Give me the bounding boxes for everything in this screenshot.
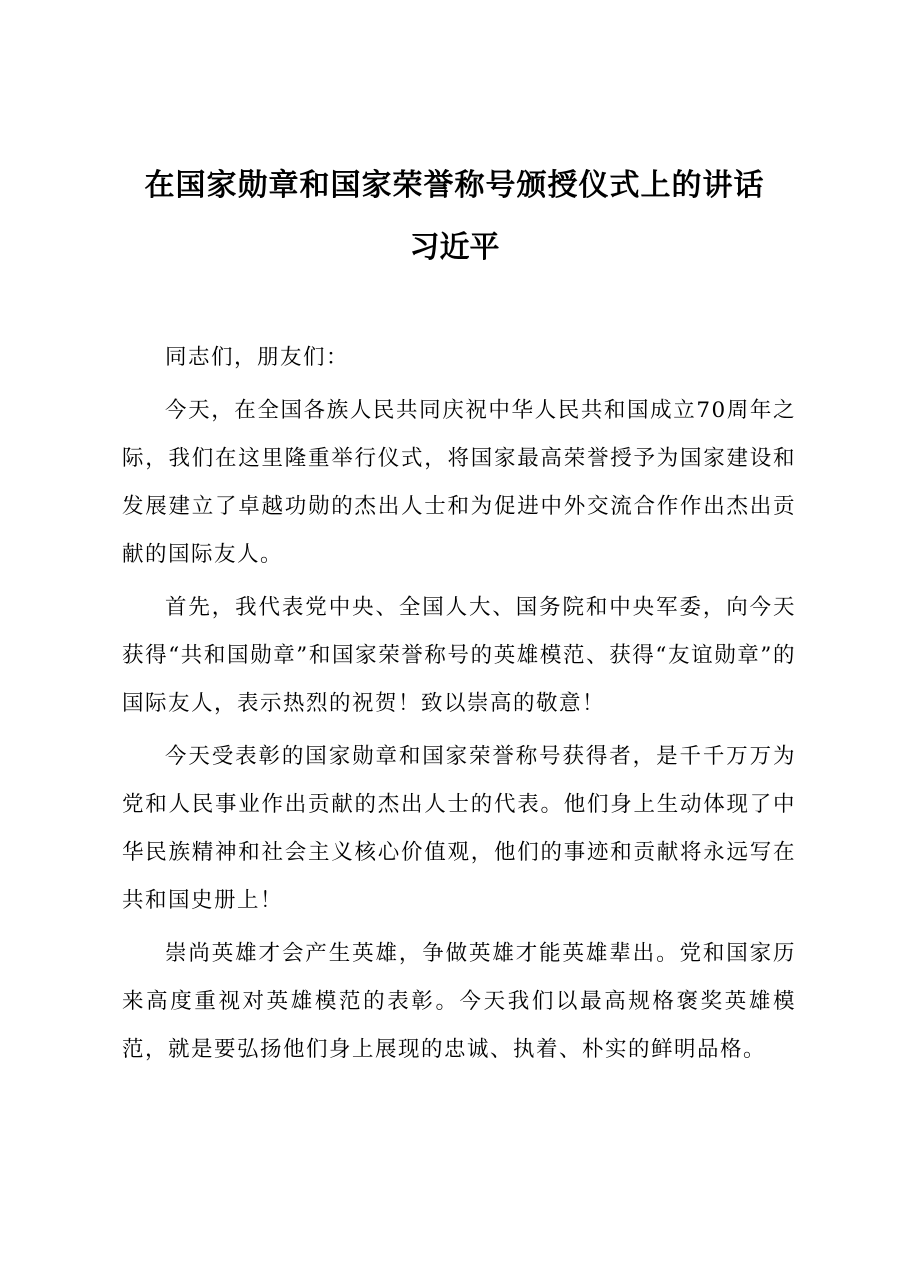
- paragraph-salutation: 同志们，朋友们：: [165, 345, 350, 370]
- document-body: [122, 334, 796, 1074]
- paragraph: 今天，在全国各族人民共同庆祝中华人民共和国成立70周年之际，我们在这里隆重举行仪式，将国家最高荣誉授予为国家建设和发展建立了卓越功勋的杰出人士和为促进中外交流合作作出杰出贡献的国际友人。: [122, 398, 796, 567]
- paragraph: 崇尚英雄才会产生英雄，争做英雄才能英雄辈出。党和国家历来高度重视对英雄模范的表彰。今天我们以最高规格褒奖英雄模范，就是要弘扬他们身上展现的忠诚、执着、朴实的鲜明品格。: [122, 941, 796, 1062]
- paragraph: 首先，我代表党中央、全国人大、国务院和中央军委，向今天获得“共和国勋章”和国家荣誉称号的英雄模范、获得“友谊勋章”的国际友人，表示热烈的祝贺！致以崇高的敬意！: [122, 595, 796, 716]
- document-title: 在国家勋章和国家荣誉称号颁授仪式上的讲话: [144, 168, 765, 203]
- paragraph: 今天受表彰的国家勋章和国家荣誉称号获得者，是千千万万为党和人民事业作出贡献的杰出人士的代表。他们身上生动体现了中华民族精神和社会主义核心价值观，他们的事迹和贡献将永远写在共和国史册上！: [122, 744, 796, 913]
- document-author: 习近平: [409, 230, 500, 265]
